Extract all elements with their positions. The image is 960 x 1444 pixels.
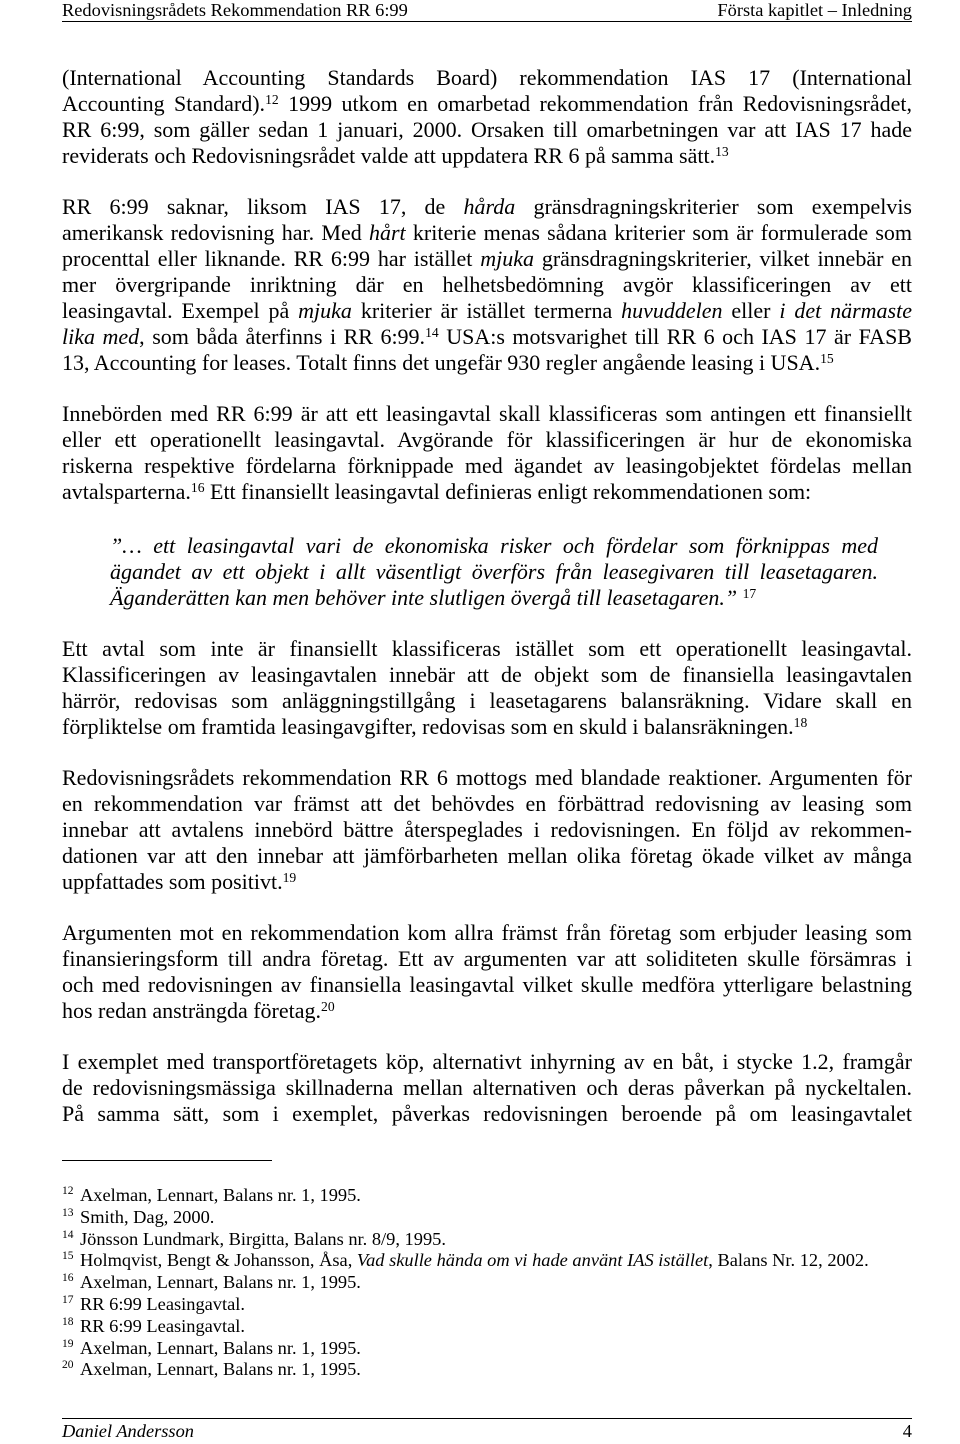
header-chapter: Första kapitlet – Inledning [717,0,912,20]
text-run: gränsdragningskriterier, vilket innebär en [534,246,912,271]
text-run: eller ett operationellt leasingavtal. Avgörande för klassificeringen är hur de ekonomiska [62,427,912,452]
text-run: Innebörden med RR 6:99 är att ett leasingavtal skall klassificeras som antingen ett finansiellt [62,401,912,426]
emphasis-text: mjuka [480,246,534,271]
footnote-number: 13 [62,1206,74,1219]
paragraph [62,65,912,169]
footnote-number: 20 [62,1359,74,1372]
text-run: 1999 utkom en omarbetad rekommendation från Redovisningsrådet, [278,91,912,116]
text-line [62,479,912,505]
footnote-text [80,1185,361,1205]
text-run: innebar att avtalens innebörd bättre återspeglades i redovisningen. En följd av rekommen- [62,817,912,842]
text-line [62,65,912,91]
text-run: uppfattades som positivt. [62,869,283,894]
text-run: dationen var att den innebar att jämförbarheten mellan olika företag ökade vilket av många [62,843,912,868]
text-line [62,791,912,817]
author-name: Daniel Andersson [62,1421,194,1441]
text-run: reviderats och Redovisningsrådet valde att uppdatera RR 6 på samma sätt. [62,143,716,168]
text-run: Argumenten mot en rekommendation kom allra främst från företag som erbjuder leasing som [62,920,912,945]
text-line [62,1075,912,1101]
text-line [62,427,912,453]
emphasis-text: hårda [463,194,516,219]
text-line [62,688,912,714]
footnote-text [80,1272,361,1292]
footnote [62,1338,912,1360]
text-run: (International Accounting Standards Board) rekommendation IAS 17 (International [62,65,912,90]
text-line [62,817,912,843]
paragraph [62,765,912,895]
text-run: finansieringsform till andra företag. Ett av argumenten var att soliditeten skulle försämras i [62,946,912,971]
text-line [62,401,912,427]
text-line [62,843,912,869]
text-line [62,1049,912,1075]
footnote-number: 15 [62,1250,74,1263]
text-line [62,220,912,246]
text-run: Axelman, Lennart, Balans nr. 1, 1995. [80,1272,361,1293]
footnote [62,1207,912,1229]
footnote-text [80,1316,245,1336]
emphasis-text: mjuka [298,298,352,323]
text-run: Redovisningsrådets rekommendation RR 6 mottogs med blandade reaktioner. Argumenten för [62,765,912,790]
text-run: en rekommendation var främst att det behövdes en förbättrad redovisning av leasing som [62,791,912,816]
footnote-list [62,1185,912,1381]
footnote-number: 14 [62,1228,74,1241]
text-line [62,350,912,376]
text-run: hos redan ansträngda företag. [62,998,322,1023]
text-run: de redovisningsmässiga skillnaderna mellan alternativen och deras påverkan på nyckeltalen. [62,1075,912,1100]
emphasis-text: ägandet av ett objekt i allt väsentligt överförs från leasegivaren till leasetagaren. [110,559,878,584]
footnote-text [80,1207,214,1227]
footnote-ref: 18 [793,715,808,731]
text-run: avtalsparterna. [62,479,191,504]
text-line [62,662,912,688]
text-line [62,714,912,740]
footnote-ref: 13 [715,144,729,160]
footnote [62,1250,912,1272]
footnote-ref: 12 [265,92,279,108]
text-run: USA:s motsvarighet till RR 6 och IAS 17 är FASB [438,324,912,349]
text-run: Accounting Standard). [62,91,266,116]
text-line [62,946,912,972]
text-line [62,869,912,895]
text-line [62,972,912,998]
running-footer [62,1418,912,1443]
text-run: Holmqvist, Bengt & Johansson, Åsa, [80,1250,357,1271]
text-run: riskerna respektive fördelarna förknippade med ägandet av leasingobjektet fördelas mellan [62,453,912,478]
paragraph [62,194,912,376]
text-run: och med redovisningen av finansiella leasingavtal vilket skulle medföra ytterligare belastning [62,972,912,997]
text-line [110,585,878,611]
footnote-text [80,1229,446,1249]
footnote [62,1185,912,1207]
text-run: RR 6:99 Leasingavtal. [80,1293,245,1314]
text-line [62,117,912,143]
text-line [62,298,912,324]
footnote [62,1294,912,1316]
footnote-ref: 20 [321,999,335,1015]
text-run: gränsdragningskriterier som exempelvis [515,194,912,219]
text-run: mer övergripande inriktning där en helhetsbedömning avgör klassificeringen av ett [62,272,912,297]
footnote-separator [62,1160,272,1161]
emphasis-text: huvuddelen [621,298,723,323]
text-run: Smith, Dag, 2000. [80,1206,215,1227]
text-run: Ett avtal som inte är finansiellt klassificeras istället som ett operationellt leasingavtal. [62,636,912,661]
paragraph [62,920,912,1024]
text-line [62,272,912,298]
text-run: Jönsson Lundmark, Birgitta, Balans nr. 8/9, 1995. [80,1228,446,1249]
text-run: Axelman, Lennart, Balans nr. 1, 1995. [80,1359,361,1380]
emphasis-text: lika med [62,324,140,349]
header-title: Redovisningsrådets Rekommendation RR 6:99 [62,0,408,20]
text-line [62,194,912,220]
text-run: amerikansk redovisning har. Med [62,220,369,245]
text-line [62,324,912,350]
quote-block [110,533,878,611]
footnote-text [80,1250,869,1270]
footnote-number: 16 [62,1272,74,1285]
emphasis-text: hårt [368,220,406,245]
page-number: 4 [902,1421,912,1441]
footnote-number: 17 [62,1293,74,1306]
emphasis-text: ”… ett leasingavtal vari de ekonomiska risker och fördelar som förknippas med [110,533,878,558]
footnote-number: 19 [62,1337,74,1350]
text-run: procenttal eller liknande. RR 6:99 har istället [62,246,481,271]
footnote-number: 12 [62,1185,74,1197]
text-line [110,533,878,559]
emphasis-text: i det närmaste [779,298,912,323]
text-run: RR 6:99 saknar, liksom IAS 17, de [62,194,464,219]
text-run: eller [722,298,780,323]
footnote [62,1229,912,1251]
text-run: I exemplet med transportföretagets köp, alternativt inhyrning av en båt, i stycke 1.2, framgår [62,1049,912,1074]
emphasis-text: Äganderätten kan men behöver inte slutligen övergå till leasetagaren.” [110,585,743,610]
text-line [62,765,912,791]
running-header [62,0,912,22]
footnote-ref: 16 [190,480,205,496]
emphasis-text: Vad skulle hända om vi hade använt IAS istället [356,1250,709,1271]
footnote-text [80,1294,245,1314]
paragraph [62,401,912,505]
text-line [62,998,912,1024]
text-line [62,246,912,272]
text-line [62,91,912,117]
main-text [62,65,912,1152]
text-run: Axelman, Lennart, Balans nr. 1, 1995. [80,1337,361,1358]
text-run: , som båda återfinns i RR 6:99. [139,324,426,349]
text-line [62,1101,912,1127]
text-run: RR 6:99 Leasingavtal. [80,1315,245,1336]
text-run: Klassificeringen av leasingavtalen innebär att de objekt som de finansiella leasingavtalen [62,662,912,687]
footnote-text [80,1338,361,1358]
footnote-number: 18 [62,1315,74,1328]
text-line [110,559,878,585]
footnote-ref: 15 [820,351,834,367]
footnote [62,1316,912,1338]
footnote-ref: 17 [742,586,757,602]
text-line [62,143,912,169]
text-run: förpliktelse om framtida leasingavgifter, redovisas som en skuld i balansräkningen. [62,714,794,739]
text-run: På samma sätt, som i exemplet, påverkas redovisningen beroende på om leasingavtalet [62,1101,912,1126]
footnote [62,1359,912,1381]
text-run: 13, Accounting for leases. Totalt finns det ungefär 930 regler angående leasing i USA. [62,350,821,375]
footnote-ref: 14 [425,325,439,341]
text-run: RR 6:99, som gäller sedan 1 januari, 2000. Orsaken till omarbetningen var att IAS 17 hade [62,117,912,142]
footnote [62,1272,912,1294]
text-run: härrör, redovisas som anläggningstillgång i leasetagarens balansräkning. Vidare skall en [62,688,912,713]
text-run: Axelman, Lennart, Balans nr. 1, 1995. [80,1185,361,1205]
footnote-text [80,1359,361,1379]
text-run: , Balans Nr. 12, 2002. [708,1250,869,1271]
paragraph [62,1049,912,1127]
text-line [62,636,912,662]
text-line [62,453,912,479]
footnote-ref: 19 [282,870,297,886]
text-run: leasingavtal. Exempel på [62,298,299,323]
text-line [62,920,912,946]
text-run: kriterie menas sådana kriterier som är formulerade som [405,220,912,245]
text-run: kriterier är istället termerna [351,298,622,323]
paragraph [62,636,912,740]
text-run: Ett finansiellt leasingavtal definieras enligt rekommendationen som: [204,479,812,504]
